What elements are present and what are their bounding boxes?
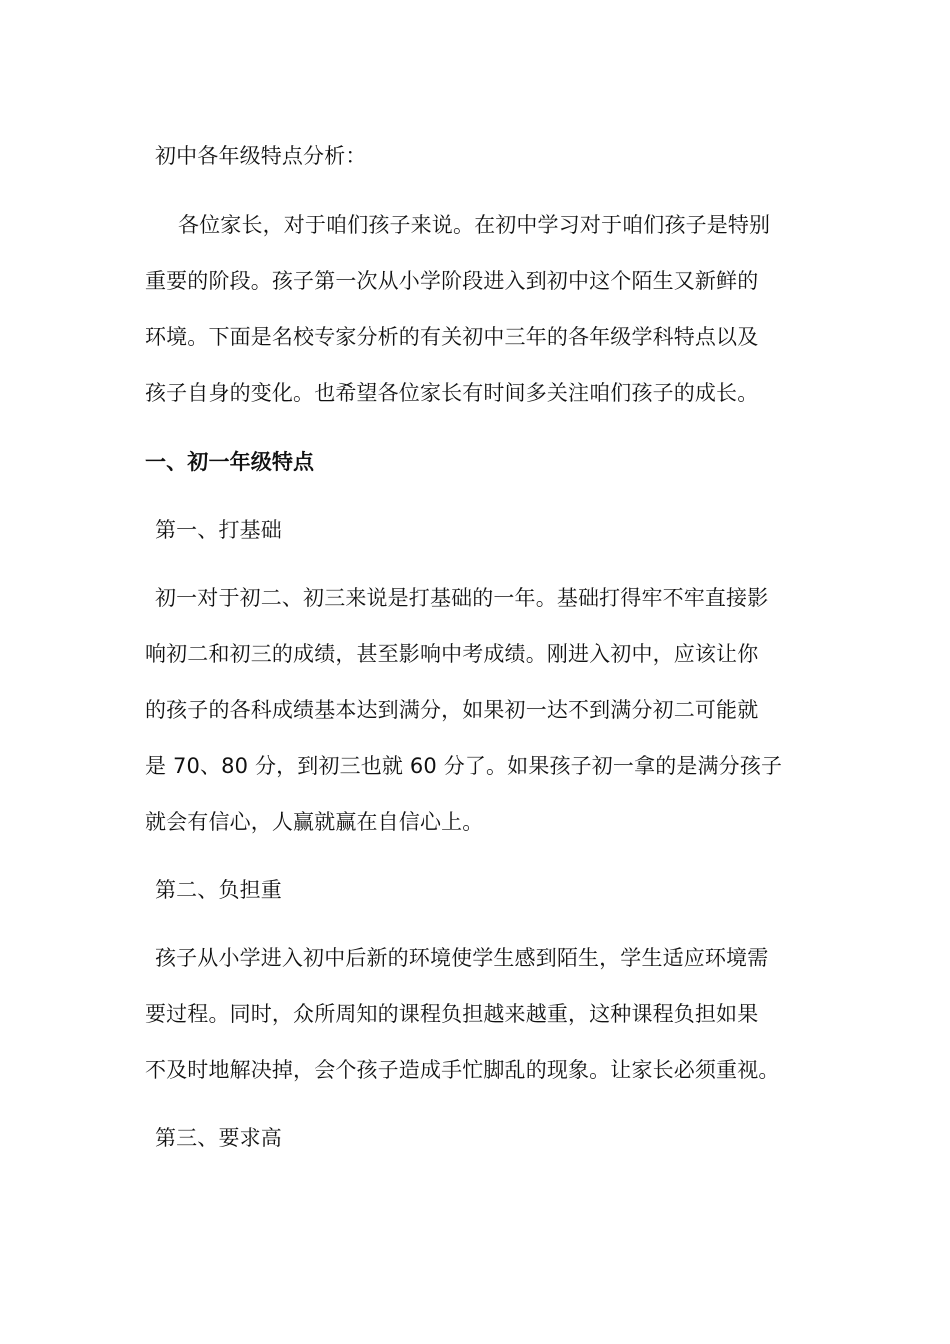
point2-line-3: 不及时地解决掉，会个孩子造成手忙脚乱的现象。让家长必须重视。 — [145, 1058, 780, 1082]
intro-line-2: 重要的阶段。孩子第一次从小学阶段进入到初中这个陌生又新鲜的 — [145, 269, 759, 293]
point-heading-burden: 第二、负担重 — [155, 878, 282, 902]
point1-line-1: 初一对于初二、初三来说是打基础的一年。基础打得牢不牢直接影 — [155, 586, 769, 610]
point-heading-requirements: 第三、要求高 — [155, 1126, 282, 1150]
point2-line-1: 孩子从小学进入初中后新的环境使学生感到陌生，学生适应环境需 — [155, 946, 769, 970]
point1-line-5: 就会有信心，人赢就赢在自信心上。 — [145, 810, 484, 834]
spacer — [145, 184, 807, 197]
point2-line-2: 要过程。同时，众所周知的课程负担越来越重，这种课程负担如果 — [145, 1002, 759, 1026]
intro-line-4: 孩子自身的变化。也希望各位家长有时间多关注咱们孩子的成长。 — [145, 381, 759, 405]
spacer — [145, 1098, 807, 1110]
spacer — [145, 850, 807, 862]
spacer — [145, 558, 807, 570]
point-heading-foundation: 第一、打基础 — [155, 518, 282, 542]
point1-line-4: 是 70、80 分，到初三也就 60 分了。如果孩子初一拿的是满分孩子 — [145, 754, 783, 778]
intro-line-1: 各位家长，对于咱们孩子来说。在初中学习对于咱们孩子是特别 — [178, 213, 771, 237]
spacer — [145, 490, 807, 502]
point1-line-3: 的孩子的各科成绩基本达到满分，如果初一达不到满分初二可能就 — [145, 698, 759, 722]
point1-line-2: 响初二和初三的成绩，甚至影响中考成绩。刚进入初中，应该让你 — [145, 642, 759, 666]
document-title: 初中各年级特点分析： — [155, 144, 367, 168]
spacer — [145, 421, 807, 434]
document-body — [145, 128, 807, 1166]
spacer — [145, 918, 807, 930]
intro-line-3: 环境。下面是名校专家分析的有关初中三年的各年级学科特点以及 — [145, 325, 759, 349]
section-heading-grade-one: 一、初一年级特点 — [145, 450, 315, 474]
